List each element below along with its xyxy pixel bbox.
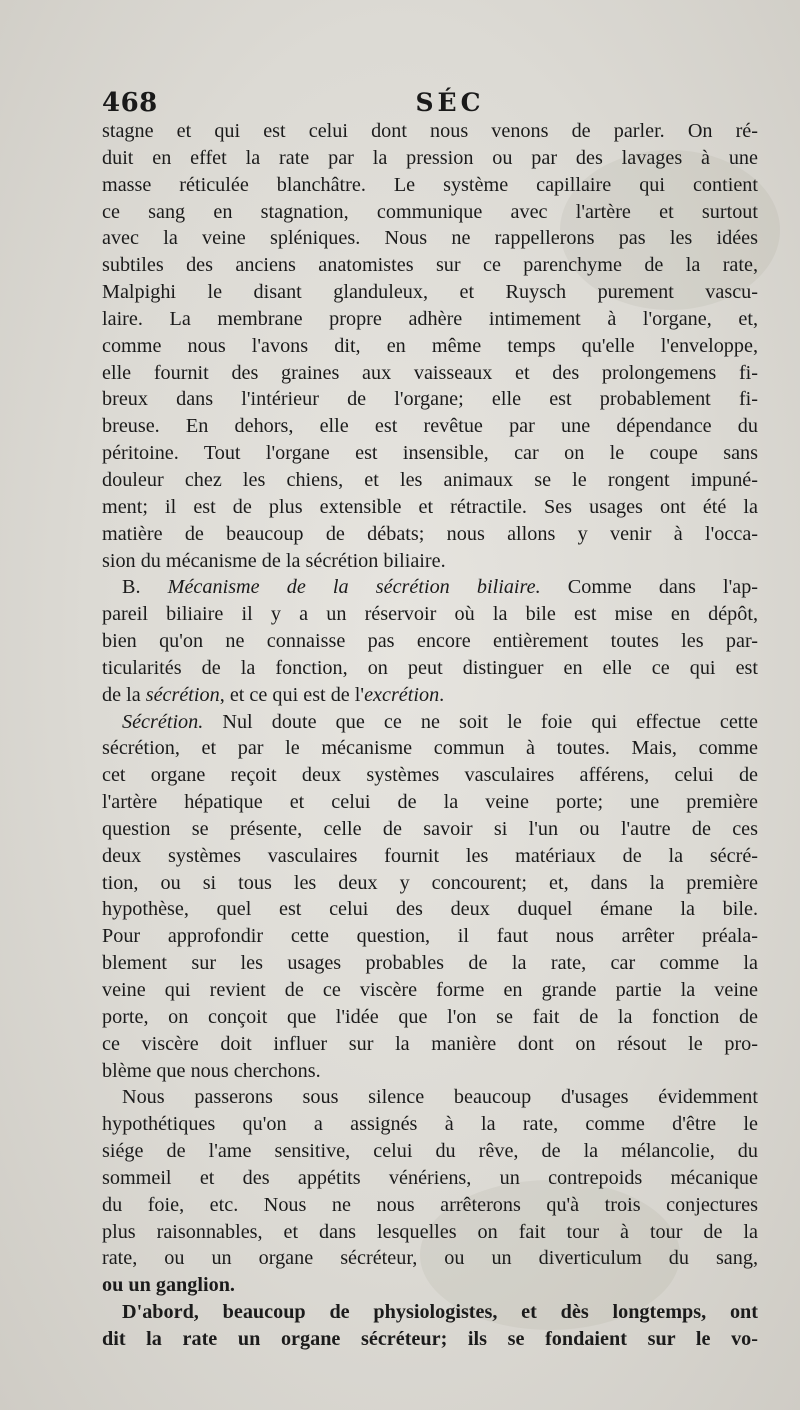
- text-line: ou un ganglion.: [102, 1274, 235, 1297]
- text-line: question se présente, celle de savoir si l'un ou l'autre de ces: [102, 817, 758, 840]
- text-line: dit la rate un organe sécréteur; ils se fondaient sur le vo-: [102, 1327, 758, 1350]
- text-line: duit en effet la rate par la pression ou par des lavages à une: [102, 146, 758, 169]
- text-line: de la sécrétion, et ce qui est de l'excrétion.: [102, 683, 445, 706]
- text-line: D'abord, beaucoup de physiologistes, et dès longtemps, ont: [122, 1301, 758, 1324]
- text-line: matière de beaucoup de débats; nous allons y venir à l'occa-: [102, 522, 758, 545]
- text-line: veine qui revient de ce viscère forme en grande partie la veine: [102, 979, 758, 1001]
- text-line: comme nous l'avons dit, en même temps qu'elle l'enveloppe,: [102, 334, 758, 357]
- italic-term: sécrétion: [145, 683, 220, 706]
- text-line: siége de l'ame sensitive, celui du rêve, de la mélancolie, du: [102, 1140, 758, 1163]
- text-line: cet organe reçoit deux systèmes vasculaires afférens, celui de: [102, 764, 758, 787]
- text-line: B. Mécanisme de la sécrétion biliaire. Comme dans l'ap-: [122, 576, 758, 599]
- text-line: blème que nous cherchons.: [102, 1059, 321, 1082]
- text-line: hypothèse, quel est celui des deux duquel émane la bile.: [102, 898, 758, 921]
- text-line: bien qu'on ne connaisse pas encore entièrement toutes les par-: [102, 630, 758, 653]
- text-line: breux dans l'intérieur de l'organe; elle est probablement fi-: [102, 388, 758, 411]
- text-line: péritoine. Tout l'organe est insensible, car on le coupe sans: [102, 442, 758, 465]
- text-line: Pour approfondir cette question, il faut nous arrêter préala-: [102, 925, 758, 948]
- text-line: du foie, etc. Nous ne nous arrêterons qu'à trois conjectures: [102, 1193, 758, 1216]
- text-line: sécrétion, et par le mécanisme commun à toutes. Mais, comme: [102, 737, 758, 760]
- text-line: Sécrétion. Nul doute que ce ne soit le foie qui effectue cette: [122, 710, 758, 733]
- text-line: ticularités de la fonction, on peut distinguer en elle ce qui est: [102, 656, 758, 679]
- italic-term: Mécanisme de la sécrétion biliaire.: [167, 576, 541, 599]
- body-text: [102, 118, 758, 1353]
- text-line: porte, on conçoit que l'idée que l'on se fait de la fonction de: [102, 1005, 758, 1028]
- text-line: blement sur les usages probables de la rate, car comme la: [102, 952, 758, 975]
- text-line: pareil biliaire il y a un réservoir où la bile est mise en dépôt,: [102, 603, 758, 626]
- text-line: laire. La membrane propre adhère intimement à l'organe, et,: [102, 307, 758, 330]
- italic-term: Sécrétion.: [122, 710, 204, 733]
- text-line: ce viscère doit influer sur la manière dont on résout le pro-: [102, 1032, 758, 1055]
- text-line: hypothétiques qu'on a assignés à la rate, comme d'être le: [102, 1113, 758, 1136]
- text-line: sommeil et des appétits vénériens, un contrepoids mécanique: [102, 1166, 758, 1189]
- running-head: [102, 88, 758, 122]
- text-line: rate, ou un organe sécréteur, ou un diverticulum du sang,: [102, 1247, 758, 1270]
- page-number: 468: [102, 88, 158, 118]
- text-line: ce sang en stagnation, communique avec l'artère et surtout: [102, 200, 758, 223]
- text-line: Nous passerons sous silence beaucoup d'usages évidemment: [122, 1086, 758, 1109]
- text-line: subtiles des anciens anatomistes sur ce parenchyme de la rate,: [102, 254, 758, 277]
- text-line: ment; il est de plus extensible et rétractile. Ses usages ont été la: [102, 495, 758, 518]
- text-line: tion, ou si tous les deux y concourent; et, dans la première: [102, 871, 758, 894]
- text-line: Malpighi le disant glanduleux, et Ruysch purement vascu-: [102, 281, 758, 304]
- text-line: avec la veine spléniques. Nous ne rappellerons pas les idées: [102, 227, 758, 250]
- section-title: SÉC: [415, 88, 485, 117]
- italic-term: excrétion: [364, 683, 440, 706]
- text-line: l'artère hépatique et celui de la veine porte; une première: [102, 791, 758, 814]
- text-line: masse réticulée blanchâtre. Le système capillaire qui contient: [102, 173, 758, 196]
- text-line: plus raisonnables, et dans lesquelles on fait tour à tour de la: [102, 1220, 758, 1243]
- text-line: sion du mécanisme de la sécrétion biliaire.: [102, 549, 446, 572]
- text-line: douleur chez les chiens, et les animaux se le rongent impuné-: [102, 468, 758, 491]
- text-line: stagne et qui est celui dont nous venons de parler. On ré-: [102, 120, 758, 142]
- text-line: breuse. En dehors, elle est revêtue par une dépendance du: [102, 415, 758, 438]
- text-line: elle fournit des graines aux vaisseaux et des prolongemens fi-: [102, 361, 758, 384]
- text-line: deux systèmes vasculaires fournit les matériaux de la sécré-: [102, 844, 758, 867]
